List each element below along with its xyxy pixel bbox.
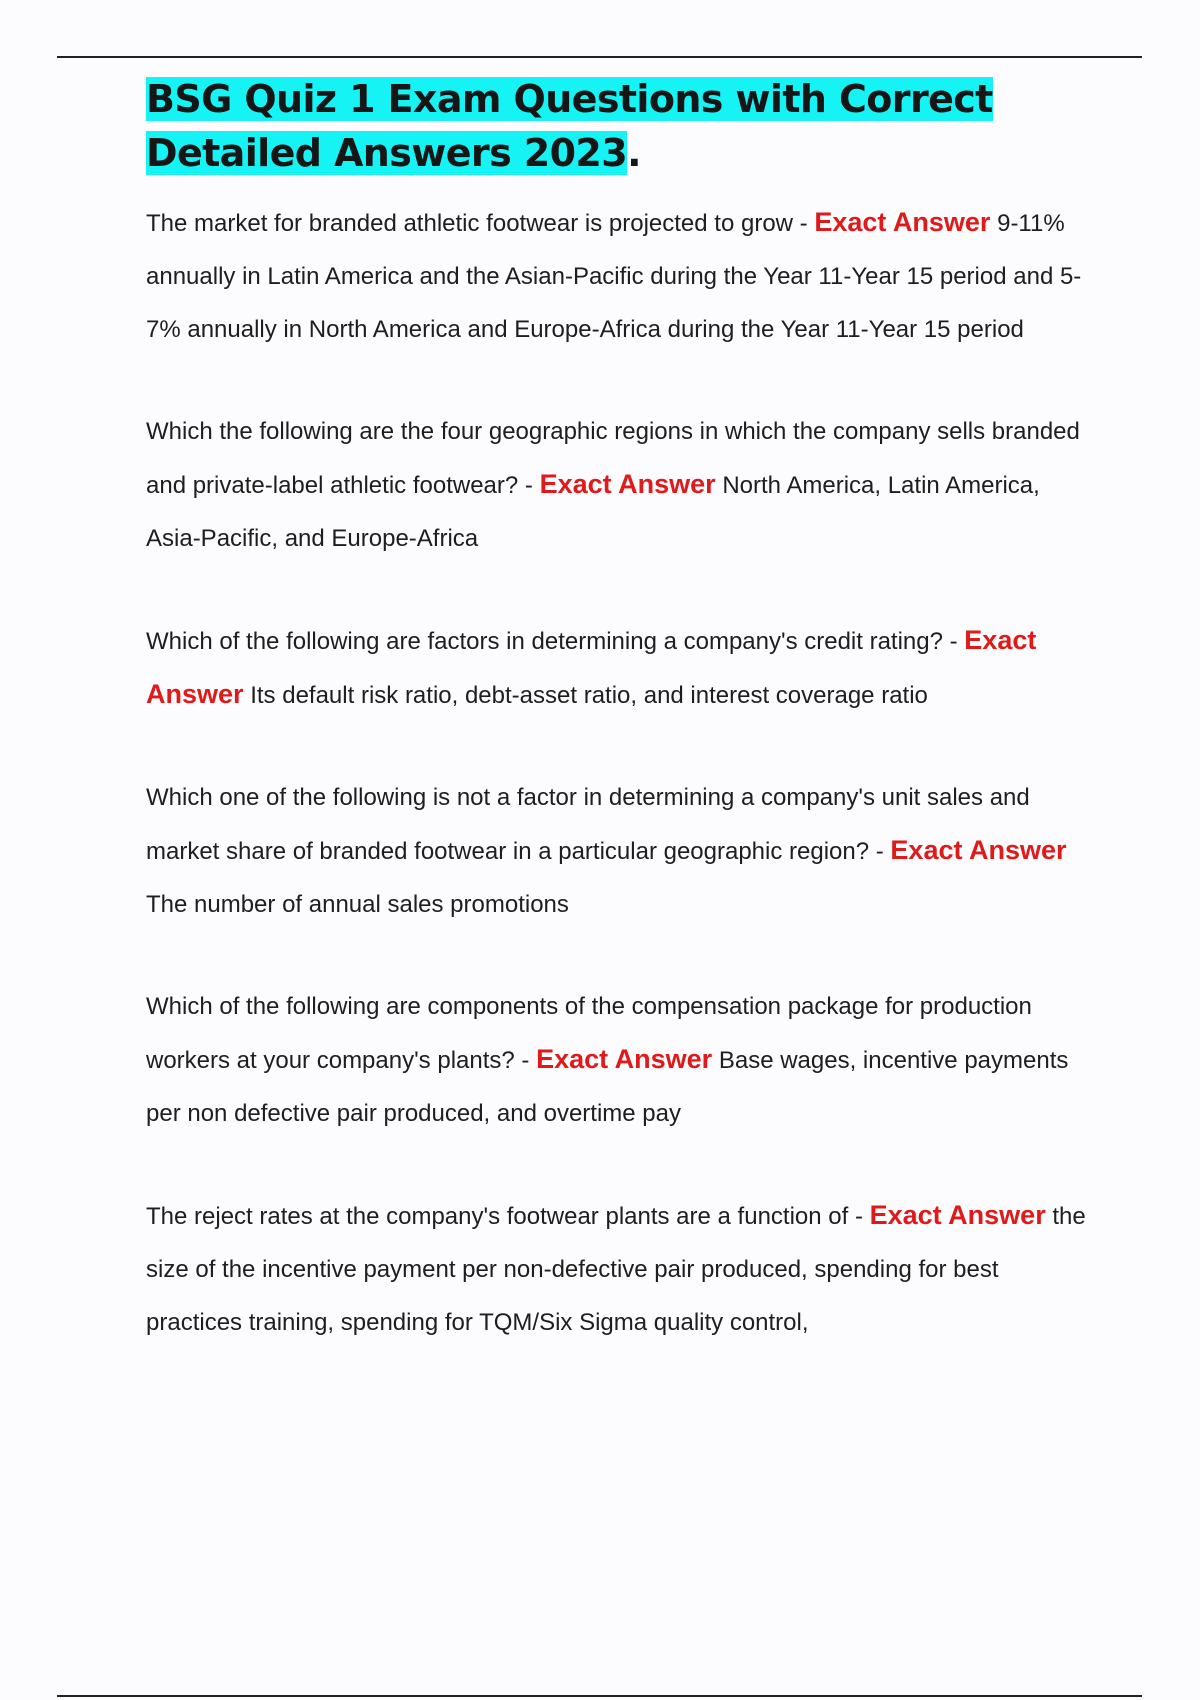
qa-item-3	[146, 614, 1086, 722]
answer-text: The number of annual sales promotions	[146, 891, 569, 918]
exact-answer-label: Exact Answer	[539, 469, 716, 499]
answer-text: North America, Latin America, Asia-Pacific, and Europe-Africa	[146, 472, 1040, 552]
answer-text: Base wages, incentive payments per non defective pair produced, and overtime pay	[146, 1047, 1069, 1127]
answer-text: Its default risk ratio, debt-asset ratio, and interest coverage ratio	[243, 682, 928, 709]
document-body	[146, 72, 1086, 1349]
qa-item-5	[146, 980, 1086, 1140]
title-period: .	[627, 131, 641, 175]
question-text: The reject rates at the company's footwear plants are a function of -	[146, 1203, 870, 1230]
top-rule	[57, 56, 1142, 58]
qa-item-6	[146, 1189, 1086, 1349]
answer-text: 9-11% annually in Latin America and the Asian-Pacific during the Year 11-Year 15 period and 5-7% annually in North America and Europe-Africa during the Year 11-Year 15 period	[146, 210, 1082, 343]
question-text: Which the following are the four geographic regions in which the company sells branded and private-label athletic footwear? -	[146, 418, 1080, 499]
answer-text: the size of the incentive payment per non-defective pair produced, spending for best practices training, spending for TQM/Six Sigma quality control,	[146, 1203, 1086, 1336]
exact-answer-label: Exact Answer	[890, 835, 1067, 865]
exact-answer-label: Exact Answer	[814, 207, 991, 237]
document-title	[146, 72, 1086, 180]
qa-item-1	[146, 196, 1086, 356]
qa-item-2	[146, 405, 1086, 565]
qa-item-4	[146, 771, 1086, 931]
question-text: Which of the following are factors in determining a company's credit rating? -	[146, 628, 965, 655]
question-text: The market for branded athletic footwear is projected to grow -	[146, 210, 815, 237]
exact-answer-label: Exact Answer	[536, 1044, 713, 1074]
question-text: Which of the following are components of the compensation package for production workers at your company's plants? -	[146, 993, 1032, 1074]
exact-answer-label: Exact Answer	[869, 1200, 1046, 1230]
title-highlight: BSG Quiz 1 Exam Questions with Correct Detailed Answers 2023	[146, 77, 993, 175]
question-text: Which one of the following is not a factor in determining a company's unit sales and market share of branded footwear in a particular geographic region? -	[146, 784, 1030, 865]
exact-answer-label: Exact Answer	[146, 625, 1037, 709]
bottom-rule	[57, 1695, 1142, 1697]
